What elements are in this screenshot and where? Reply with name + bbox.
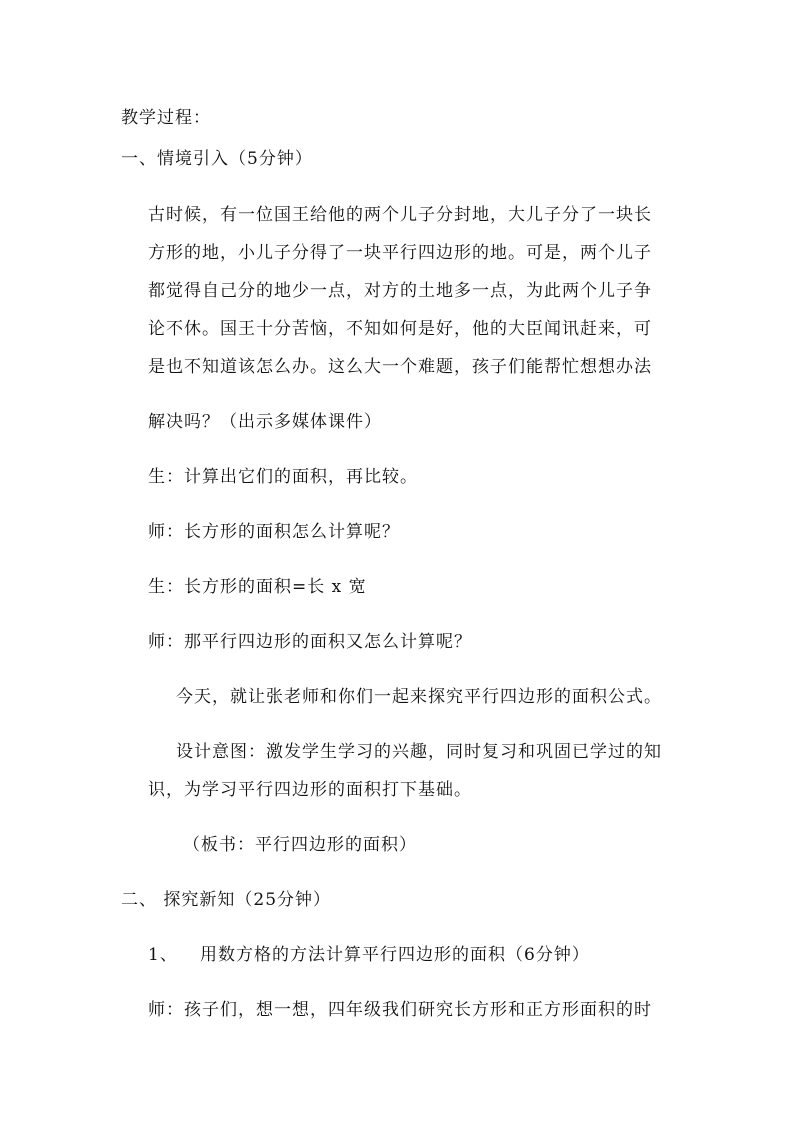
section-1-title: 一、情境引入（5分钟） — [121, 149, 313, 169]
story-line: 论不休。国王十分苦恼，不知如何是好，他的大臣闻讯赶来，可 — [148, 319, 652, 339]
teaching-process-heading: 教学过程： — [121, 108, 211, 128]
board-note: （板书：平行四边形的面积） — [183, 835, 417, 855]
design-intent-line: 识，为学习平行四边形的面积打下基础。 — [148, 780, 472, 800]
step-1-heading — [148, 943, 590, 967]
dialogue-teacher-2: 师：那平行四边形的面积又怎么计算呢？ — [148, 632, 472, 652]
story-line: 是也不知道该怎么办。这么大一个难题，孩子们能帮忙想想办法 — [148, 357, 652, 377]
section-2-title: 二、 探究新知（25分钟） — [121, 890, 332, 910]
story-line: 古时候，有一位国王给他的两个儿子分封地，大儿子分了一块长 — [148, 205, 652, 225]
story-line: 都觉得自己分的地少一点，对方的土地多一点，为此两个儿子争 — [148, 281, 652, 301]
dialogue-student-1: 生：计算出它们的面积，再比较。 — [148, 467, 418, 487]
dialogue-student-2: 生：长方形的面积=长 x 宽 — [148, 577, 367, 597]
design-intent-line: 设计意图：激发学生学习的兴趣，同时复习和巩固已学过的知 — [176, 742, 662, 762]
step-1-title: 用数方格的方法计算平行四边形的面积（6分钟） — [200, 945, 590, 965]
today-intro-line: 今天，就让张老师和你们一起来探究平行四边形的面积公式。 — [176, 687, 662, 707]
story-line: 解决吗？（出示多媒体课件） — [148, 412, 382, 432]
story-line: 方形的地，小儿子分得了一块平行四边形的地。可是，两个儿子 — [148, 243, 652, 263]
dialogue-teacher-1: 师：长方形的面积怎么计算呢？ — [148, 522, 400, 542]
step-1-number: 1、 — [148, 945, 178, 965]
teacher-question-line: 师：孩子们，想一想，四年级我们研究长方形和正方形面积的时 — [148, 1000, 652, 1020]
